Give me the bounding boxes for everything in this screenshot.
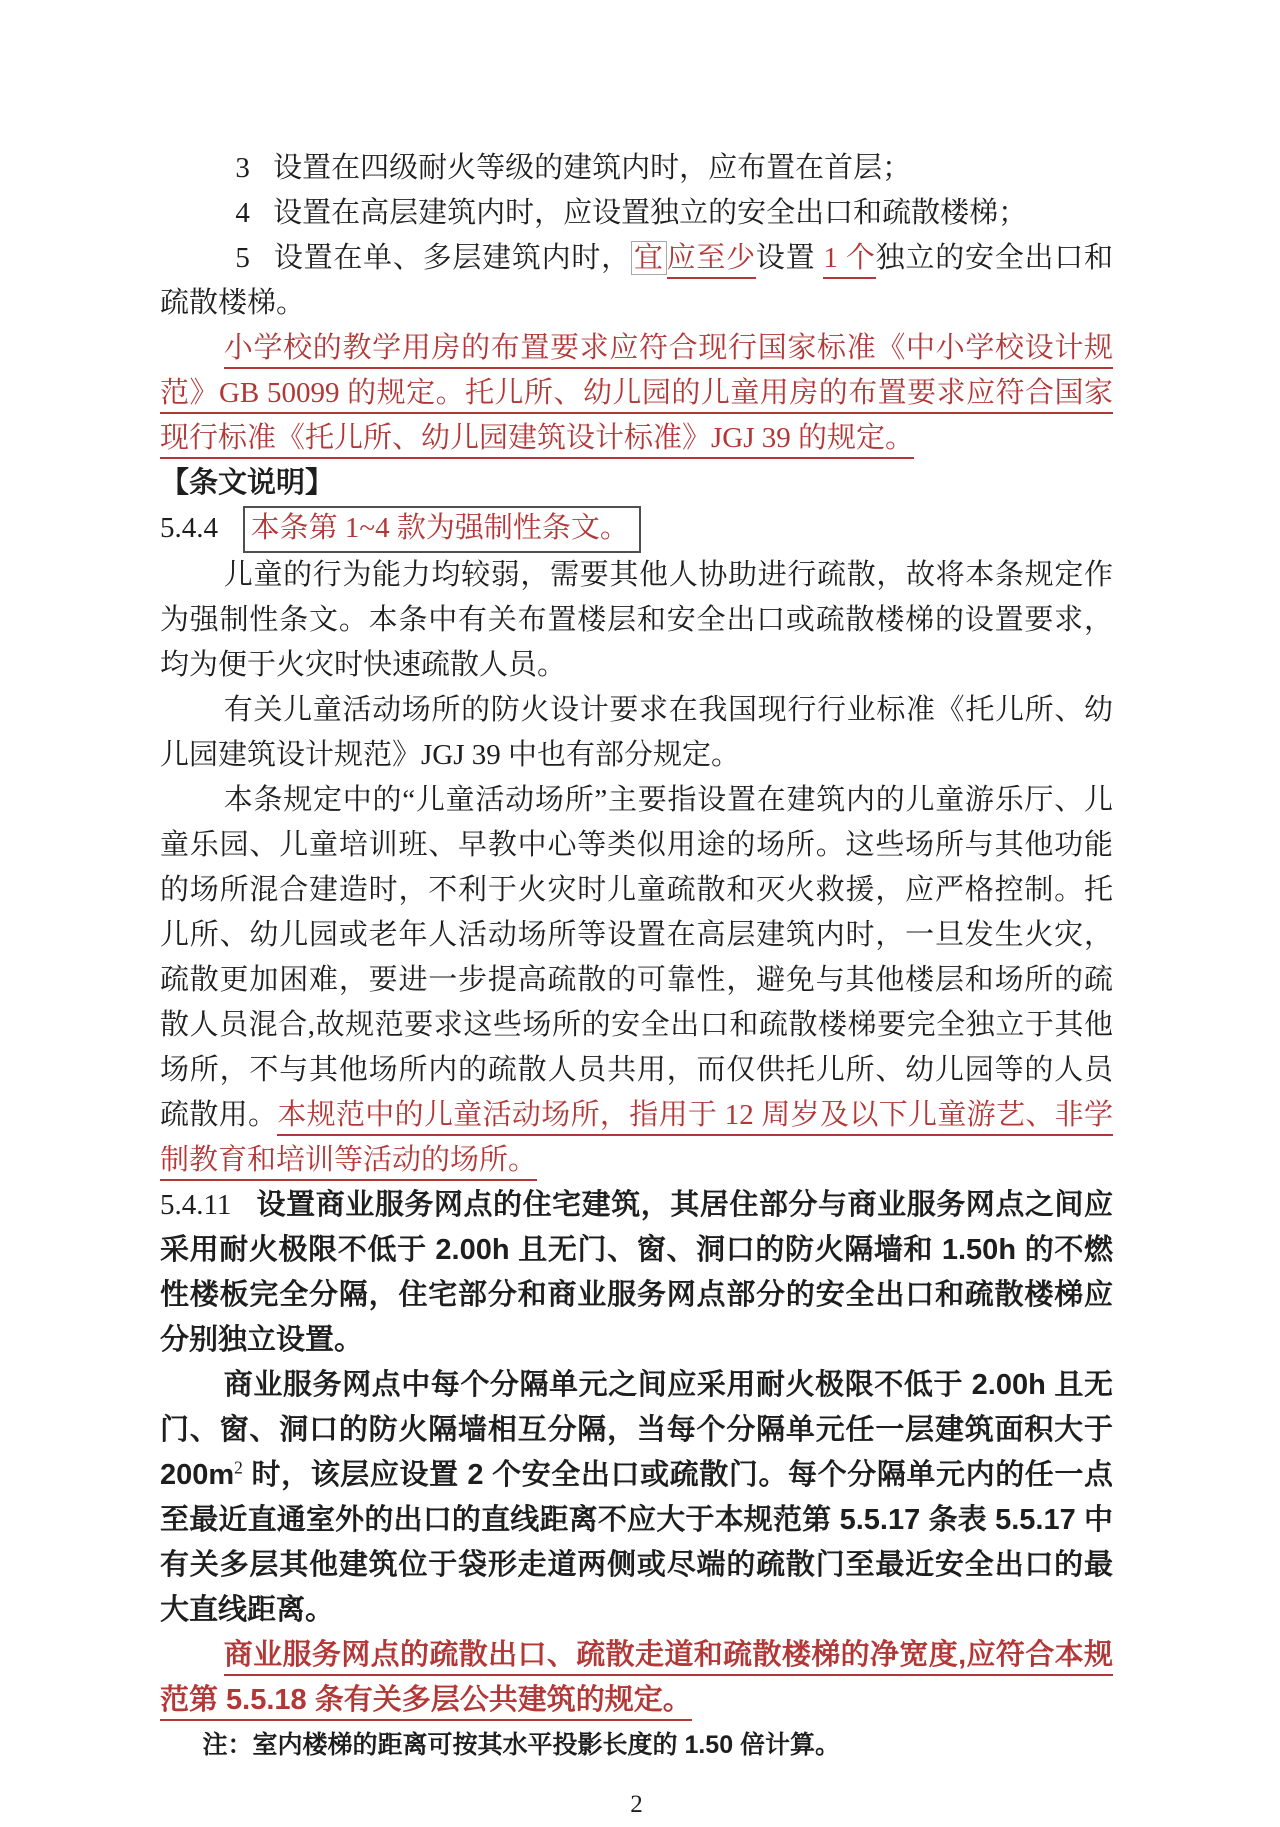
paragraph-text: 有关儿童活动场所的防火设计要求在我国现行行业标准《托儿所、幼儿园建筑设计规范》JGJ 39 中也有部分规定。	[160, 694, 1113, 771]
item-text-tail: 独立的安全出口和疏散楼梯。	[160, 242, 1113, 319]
clause-544-item-3	[160, 146, 1113, 191]
item-number: 3	[235, 152, 250, 184]
inserted-text: 应至少	[667, 242, 756, 279]
clause-544-added-paragraph	[160, 326, 1113, 461]
deleted-char-box: 宜	[631, 241, 667, 275]
paragraph-text: 儿童的行为能力均较弱，需要其他人协助进行疏散，故将本条规定作为强制性条文。本条中有关布置楼层和安全出口或疏散楼梯的设置要求，均为便于火灾时快速疏散人员。	[160, 559, 1113, 681]
explanation-heading	[160, 461, 1113, 506]
page-number: 2	[630, 1791, 643, 1818]
item-number: 4	[235, 197, 250, 229]
clause-544-note-line	[160, 506, 1113, 553]
revision-inserted-paragraph: 小学校的教学用房的布置要求应符合现行国家标准《中小学校设计规范》GB 50099 的规定。托儿所、幼儿园的儿童用房的布置要求应符合国家现行标准《托儿所、幼儿园建筑设计标准》JGJ 39 的规定。	[160, 332, 1113, 459]
clause-5411-paragraph-3	[160, 1633, 1113, 1723]
revision-inserted-paragraph: 商业服务网点的疏散出口、疏散走道和疏散楼梯的净宽度,应符合本规范第 5.5.18 条有关多层公共建筑的规定。	[160, 1639, 1113, 1721]
explanation-paragraph-2	[160, 688, 1113, 778]
clause-544-item-4	[160, 191, 1113, 236]
clause-number: 5.4.4	[160, 512, 218, 544]
item-text-lead: 设置在单、多层建筑内时，	[273, 242, 631, 274]
clause-5411-paragraph-2	[160, 1363, 1113, 1633]
paragraph-text: 商业服务网点中每个分隔单元之间应采用耐火极限不低于 2.00h 且无门、窗、洞口的防火隔墙相互分隔，当每个分隔单元任一层建筑面积大于 200m	[160, 1369, 1113, 1491]
clause-5411-note	[160, 1723, 1113, 1768]
clause-5411-paragraph-1	[160, 1183, 1113, 1363]
clause-number: 5.4.11	[160, 1189, 232, 1221]
item-text: 设置在四级耐火等级的建筑内时，应布置在首层；	[273, 152, 912, 184]
paragraph-text: 时，该层应设置 2 个安全出口或疏散门。每个分隔单元内的任一点至最近直通室外的出口的直线距离不应大于本规范第 5.5.17 条表 5.5.17 中有关多层其他建筑位于袋形走道两侧或尽端的疏散门至最近安全出口的最大直线距离。	[160, 1459, 1113, 1626]
item-number: 5	[235, 242, 250, 274]
paragraph-text: 设置商业服务网点的住宅建筑，其居住部分与商业服务网点之间应采用耐火极限不低于 2.00h 且无门、窗、洞口的防火隔墙和 1.50h 的不燃性楼板完全分隔，住宅部分和商业服务网点部分的安全出口和疏散楼梯应分别独立设置。	[160, 1189, 1113, 1356]
paragraph-text: 本条规定中的“儿童活动场所”主要指设置在建筑内的儿童游乐厅、儿童乐园、儿童培训班、早教中心等类似用途的场所。这些场所与其他功能的场所混合建造时，不利于火灾时儿童疏散和灭火救援，应严格控制。托儿所、幼儿园或老年人活动场所等设置在高层建筑内时，一旦发生火灾，疏散更加困难，要进一步提高疏散的可靠性，避免与其他楼层和场所的疏散人员混合,故规范要求这些场所的安全出口和疏散楼梯要完全独立于其他场所，不与其他场所内的疏散人员共用，而仅供托儿所、幼儿园等的人员疏散用。	[160, 784, 1113, 1131]
item-text-mid: 设置	[755, 242, 824, 274]
inserted-number: 1 个	[823, 242, 875, 279]
explanation-paragraph-1	[160, 553, 1113, 688]
note-text: 注：室内楼梯的距离可按其水平投影长度的 1.50 倍计算。	[202, 1731, 841, 1759]
superscript-2: 2	[234, 1457, 243, 1478]
explanation-heading-text: 【条文说明】	[160, 467, 335, 499]
item-text: 设置在高层建筑内时，应设置独立的安全出口和疏散楼梯；	[273, 197, 1028, 229]
revision-inserted-sentence: 本规范中的儿童活动场所，指用于 12 周岁及以下儿童游艺、非学制教育和培训等活动的场所。	[160, 1099, 1113, 1181]
mandatory-provision-note-box: 本条第 1~4 款为强制性条文。	[243, 506, 641, 553]
clause-544-item-5	[160, 236, 1113, 326]
explanation-paragraph-3	[160, 778, 1113, 1183]
